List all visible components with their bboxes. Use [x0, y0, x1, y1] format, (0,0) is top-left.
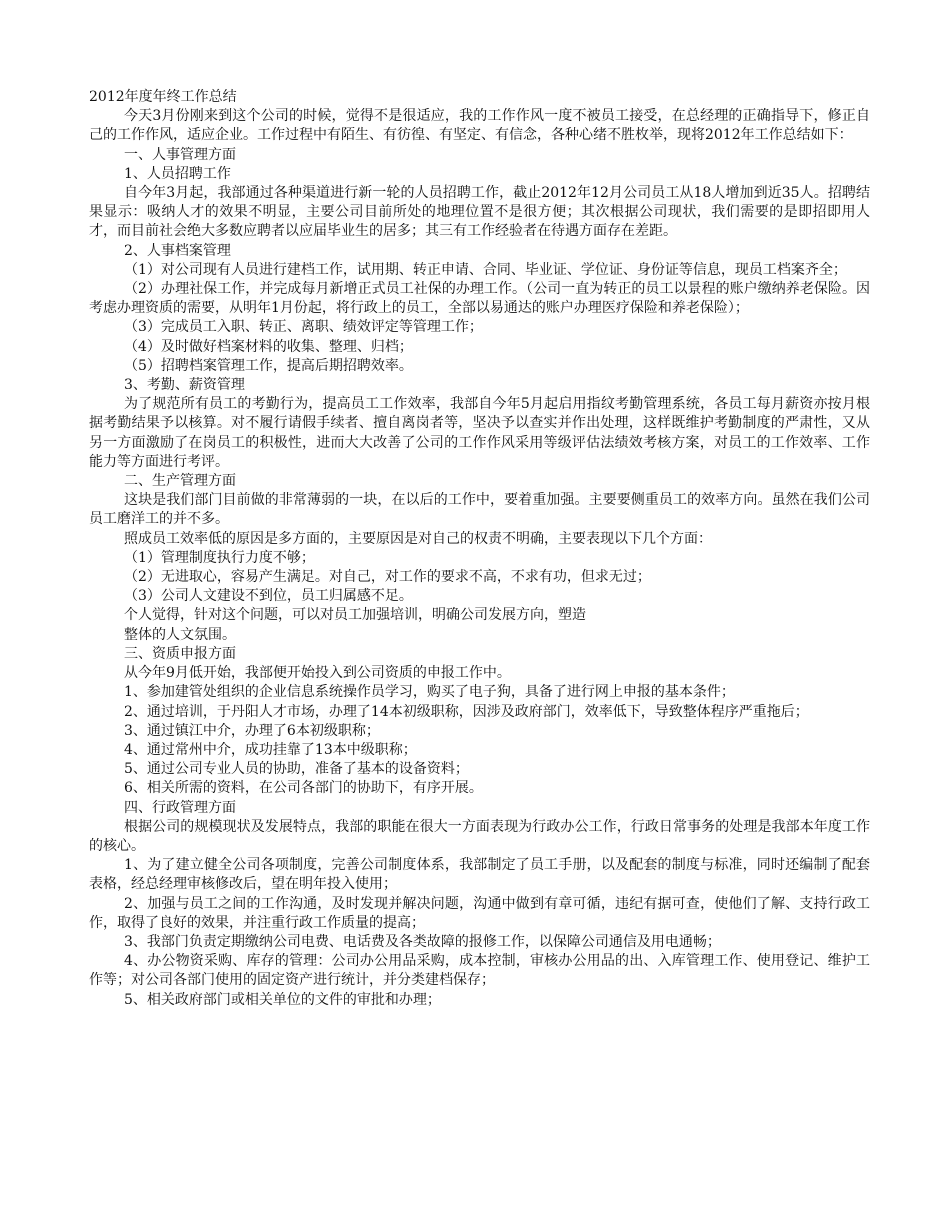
body-paragraph: （5）招聘档案管理工作，提高后期招聘效率。: [124, 357, 413, 374]
body-paragraph: 3、考勤、薪资管理: [124, 377, 245, 394]
body-paragraph: 4、办公物资采购、库存的管理：公司办公用品采购，成本控制，审核办公用品的出、入库管理工作、使用登记、维护工作等；对公司各部门使用的固定资产进行统计，并分类建档保存；: [89, 953, 870, 989]
document-title: 2012年度年终工作总结: [89, 89, 237, 105]
body-paragraph: 3、我部门负责定期缴纳公司电费、电话费及各类故障的报修工作，以保障公司通信及用电通畅；: [124, 933, 721, 950]
document-body: [89, 107, 870, 1010]
body-paragraph: 为了规范所有员工的考勤行为，提高员工工作效率，我部自今年5月起启用指纹考勤管理系统，各员工每月薪资亦按月根据考勤结果予以核算。对不履行请假手续者、擅自离岗者等，坚决予以查实并作出处理，这样既维护考勤制度的严肃性，又从另一方面激励了在岗员工的积极性，进而大大改善了公司的工作作风采用等级评估法绩效考核方案，对员工的工作效率、工作能力等方面进行考评。: [89, 396, 870, 470]
body-paragraph: 三、资质申报方面: [124, 645, 236, 662]
body-paragraph: 1、人员招聘工作: [124, 165, 231, 182]
body-paragraph: 今天3月份刚来到这个公司的时候，觉得不是很适应，我的工作作风一度不被员工接受，在总经理的正确指导下，修正自己的工作作风，适应企业。工作过程中有陌生、有彷徨、有坚定、有信念，各种心绪不胜枚举，现将2012年工作总结如下：: [89, 108, 870, 144]
body-paragraph: 照成员工效率低的原因是多方面的，主要原因是对自己的权责不明确，主要表现以下几个方面：: [124, 530, 712, 547]
body-paragraph: （1）对公司现有人员进行建档工作，试用期、转正申请、合同、毕业证、学位证、身份证等信息，现员工档案齐全；: [124, 261, 847, 278]
body-paragraph: 5、相关政府部门或相关单位的文件的审批和办理；: [124, 991, 441, 1008]
body-paragraph: 1、为了建立健全公司各项制度，完善公司制度体系，我部制定了员工手册，以及配套的制度与标准，同时还编制了配套表格，经总经理审核修改后，望在明年投入使用；: [89, 857, 870, 893]
body-paragraph: 2、通过培训，于丹阳人才市场，办理了14本初级职称，因涉及政府部门，效率低下，导致整体程序严重拖后；: [124, 703, 809, 720]
body-paragraph: 个人觉得，针对这个问题，可以对员工加强培训，明确公司发展方向，塑造: [124, 607, 586, 624]
body-paragraph: 1、参加建管处组织的企业信息系统操作员学习，购买了电子狗，具备了进行网上申报的基本条件；: [124, 684, 735, 701]
body-paragraph: 这块是我们部门目前做的非常薄弱的一块，在以后的工作中，要着重加强。主要要侧重员工的效率方向。虽然在我们公司员工磨洋工的并不多。: [89, 492, 870, 528]
body-paragraph: 3、通过镇江中介，办理了6本初级职称；: [124, 722, 380, 739]
body-paragraph: （4）及时做好档案材料的收集、整理、归档；: [124, 338, 413, 355]
body-paragraph: （2）无进取心，容易产生满足。对自己，对工作的要求不高，不求有功，但求无过；: [124, 569, 651, 586]
body-paragraph: 自今年3月起，我部通过各种渠道进行新一轮的人员招聘工作，截止2012年12月公司员工从18人增加到近35人。招聘结果显示：吸纳人才的效果不明显，主要公司目前所处的地理位置不是很方便；其次根据公司现状，我们需要的是即招即用人才，而目前社会绝大多数应聘者以应届毕业生的居多；其三有工作经验者在待遇方面存在差距。: [89, 185, 870, 240]
body-paragraph: 二、生产管理方面: [124, 473, 236, 490]
body-paragraph: 一、人事管理方面: [124, 146, 236, 163]
body-paragraph: （3）完成员工入职、转正、离职、绩效评定等管理工作；: [124, 319, 483, 336]
body-paragraph: （2）办理社保工作，并完成每月新增正式员工社保的办理工作。（公司一直为转正的员工以景程的账户缴纳养老保险。因考虑办理资质的需要，从明年1月份起，将行政上的员工，全部以易通达的账户办理医疗保险和养老保险）；: [89, 281, 870, 317]
body-paragraph: 6、相关所需的资料，在公司各部门的协助下，有序开展。: [124, 780, 483, 797]
body-paragraph: 根据公司的规模现状及发展特点，我部的职能在很大一方面表现为行政办公工作，行政日常事务的处理是我部本年度工作的核心。: [89, 818, 870, 854]
body-paragraph: 4、通过常州中介，成功挂靠了13本中级职称；: [124, 741, 417, 758]
body-paragraph: 四、行政管理方面: [124, 799, 236, 816]
body-paragraph: 5、通过公司专业人员的协助，准备了基本的设备资料；: [124, 761, 469, 778]
body-paragraph: 2、加强与员工之间的工作沟通，及时发现并解决问题，沟通中做到有章可循，违纪有据可查，使他们了解、支持行政工作，取得了良好的效果，并注重行政工作质量的提高；: [89, 895, 870, 931]
body-paragraph: （3）公司人文建设不到位，员工归属感不足。: [124, 588, 413, 605]
body-paragraph: 从今年9月低开始，我部便开始投入到公司资质的申报工作中。: [124, 665, 511, 682]
body-paragraph: （1）管理制度执行力度不够；: [124, 549, 315, 566]
body-paragraph: 2、人事档案管理: [124, 242, 231, 259]
body-paragraph: 整体的人文氛围。: [124, 626, 236, 643]
